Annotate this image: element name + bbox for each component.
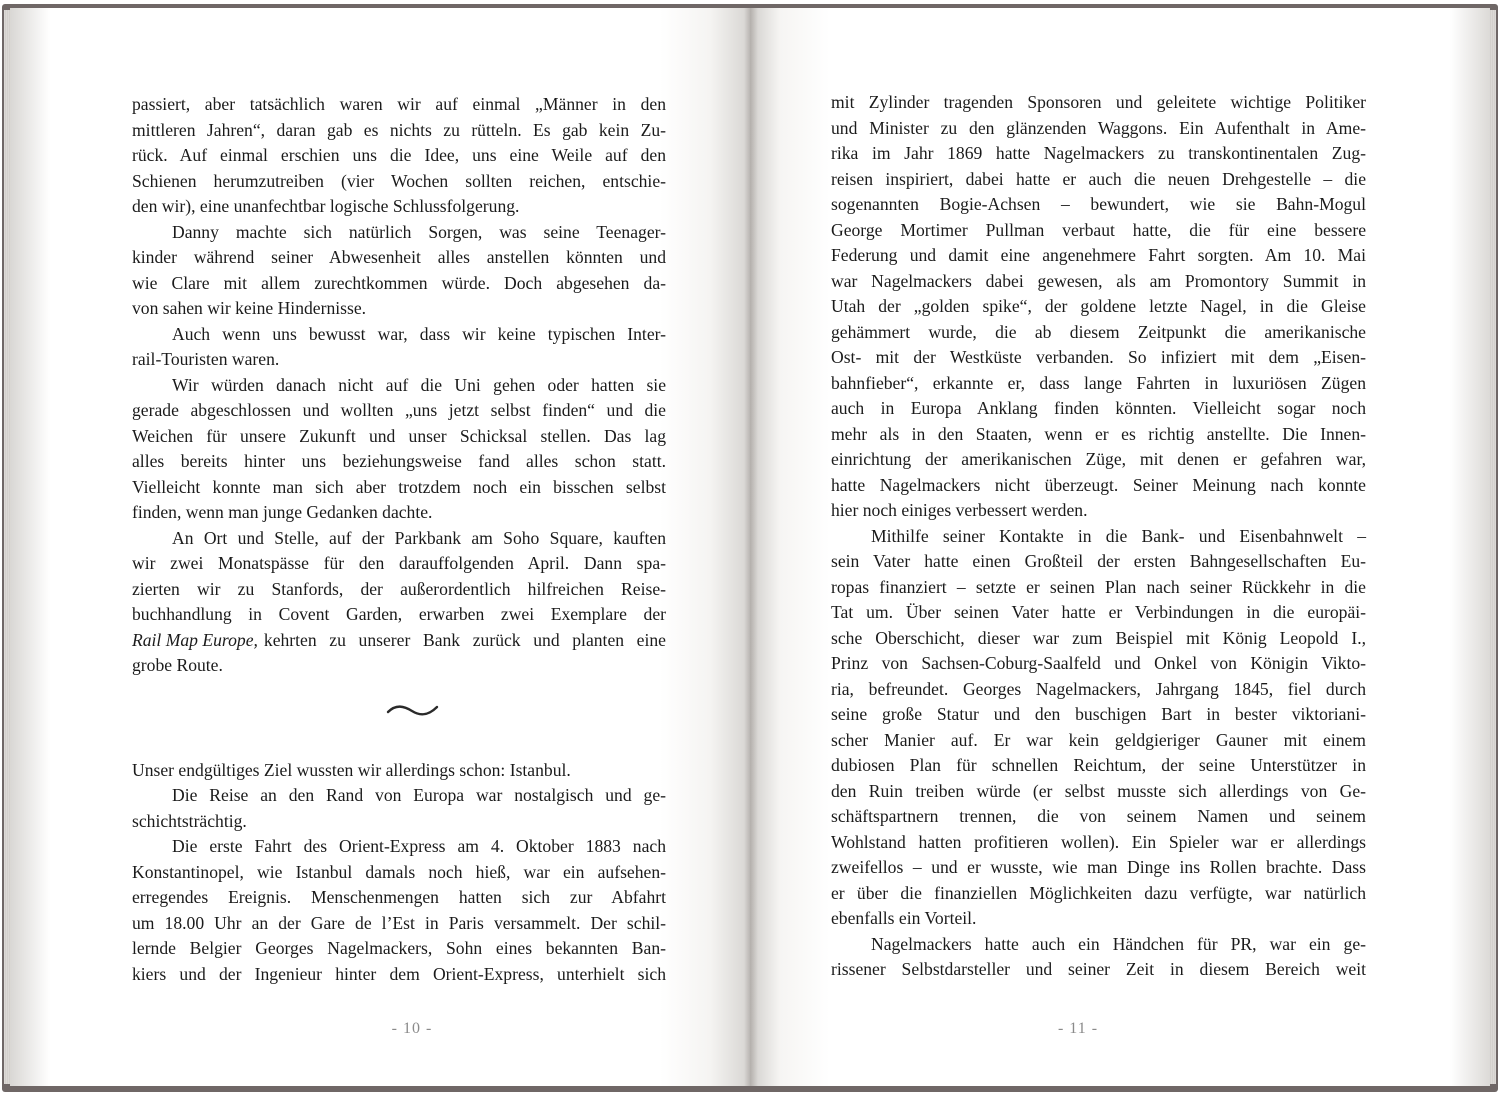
text-line: zierten wir zu Stanfords, der außerordentlich hilfreichen Reise- — [132, 578, 666, 599]
text-line: Tat um. Über seinen Vater hatte er Verbindungen in die europäi- — [831, 602, 1366, 622]
right-page — [750, 8, 1490, 1086]
text-line: Die Reise an den Rand von Europa war nostalgisch und ge- — [172, 785, 666, 805]
text-line: sogenannten Bogie-Achsen – bewundert, wie sie Bahn-Mogul — [831, 194, 1366, 214]
left-page-text — [132, 92, 666, 987]
text-line: hatte Nagelmackers nicht überzeugt. Seiner Meinung nach konnte — [831, 474, 1366, 495]
book-gutter — [744, 8, 758, 1086]
text-line: Schienen herumzutreiben (vier Wochen sollten reichen, entschie- — [132, 170, 666, 191]
text-line: Ost- mit der Westküste verbanden. So infiziert mit dem „Eisen- — [831, 347, 1366, 367]
text-line-rest: kehrten zu unserer Bank zurück und planten eine — [263, 629, 666, 650]
text-line: Unser endgültiges Ziel wussten wir allerdings schon: Istanbul. — [132, 759, 571, 780]
text-line: rück. Auf einmal erschien uns die Idee, uns eine Weile auf den — [132, 145, 666, 165]
section-break-space — [132, 736, 666, 758]
page-number: - 10 - — [391, 1020, 433, 1037]
text-line: und Minister zu den glänzenden Waggons. Ein Aufenthalt in Ame- — [831, 117, 1366, 138]
text-line: wie Clare mit allem zurechtkommen würde. Doch abgesehen da- — [132, 272, 666, 293]
text-line: Weichen für unsere Zukunft und unser Schicksal stellen. Das lag — [132, 425, 666, 446]
section-break-swash-icon — [382, 698, 442, 722]
text-line: Mithilfe seiner Kontakte in die Bank- und Eisenbahnwelt – — [871, 525, 1366, 546]
text-line: er über die finanziellen Möglichkeiten dazu verfügte, war natürlich — [831, 882, 1366, 903]
text-line: ebenfalls ein Vorteil. — [831, 908, 977, 928]
text-line: Wir würden danach nicht auf die Uni gehen oder hatten sie — [172, 374, 666, 395]
text-line: kinder während seiner Abwesenheit alles anstellen könnten und — [132, 247, 666, 267]
text-line: den wir), eine unanfechtbar logische Schlussfolgerung. — [132, 196, 520, 216]
text-line: sche Oberschicht, dieser war zum Beispiel mit König Leopold I., — [831, 627, 1366, 648]
text-line: gehämmert wurde, die ab diesem Zeitpunkt die amerikanische — [831, 321, 1366, 342]
book-title: Rail Map Europe, — [132, 629, 258, 650]
text-line: auch in Europa Anklang finden könnten. Vielleicht sogar noch — [831, 398, 1366, 418]
text-line: finden, wenn man junge Gedanken dachte. — [132, 502, 433, 522]
text-line: dubiosen Plan für schnellen Reichtum, der seine Unterstützer in — [831, 755, 1366, 775]
text-line: mit Zylinder tragenden Sponsoren und geleitete wichtige Politiker — [831, 92, 1366, 112]
text-line: buchhandlung in Covent Garden, erwarben zwei Exemplare der — [132, 604, 666, 624]
text-line: kiers und der Ingenieur hinter dem Orient-Express, unterhielt sich — [132, 963, 666, 984]
text-line: mehr als in den Staaten, wenn er es richtig anstellte. Die Innen- — [831, 423, 1366, 444]
text-line: Utah der „golden spike“, der goldene letzte Nagel, in die Gleise — [831, 296, 1366, 316]
text-line: seine große Statur und den buschigen Bart in bester viktoriani- — [831, 704, 1366, 724]
text-line: Wohlstand hatten profitieren wollen). Ein Spieler war er allerdings — [831, 831, 1366, 852]
text-line: Auch wenn uns bewusst war, dass wir keine typischen Inter- — [172, 323, 666, 344]
text-line — [132, 628, 666, 654]
text-line: sein Vater hatte einen Großteil der ersten Bahngesellschaften Eu- — [831, 551, 1366, 571]
text-line: den Ruin treiben würde (er selbst musste sich allerdings von Ge- — [831, 780, 1366, 801]
text-line: schäftspartnern trennen, die von seinem Namen und seinem — [831, 806, 1366, 826]
text-line: Federung und damit eine angenehmere Fahrt sorgten. Am 10. Mai — [831, 245, 1366, 265]
text-line: grobe Route. — [132, 655, 223, 675]
text-line: rail-Touristen waren. — [132, 349, 280, 369]
text-line: passiert, aber tatsächlich waren wir auf einmal „Männer in den — [132, 94, 666, 114]
text-line: alles bereits hinter uns beziehungsweise fand alles schon statt. — [132, 451, 666, 471]
text-line: lernde Belgier Georges Nagelmackers, Sohn eines bekannten Ban- — [132, 938, 666, 958]
text-line: war Nagelmackers dabei gewesen, als am Promontory Summit in — [831, 270, 1366, 291]
text-line: Nagelmackers hatte auch ein Händchen für PR, war ein ge- — [871, 933, 1366, 954]
text-line: rika im Jahr 1869 hatte Nagelmackers zu transkontinentalen Zug- — [831, 143, 1366, 163]
text-line: scher Manier auf. Er war kein geldgieriger Gauner mit einem — [831, 729, 1366, 750]
text-line: hier noch einiges verbessert werden. — [831, 500, 1088, 520]
text-line: Vielleicht konnte man sich aber trotzdem noch ein bisschen selbst — [132, 476, 666, 497]
text-line: wir zwei Monatspässe für den darauffolgenden April. Dann spa- — [132, 553, 666, 573]
text-line: rissener Selbstdarsteller und seiner Zeit in diesem Bereich weit — [831, 959, 1366, 979]
text-line: von sahen wir keine Hindernisse. — [132, 298, 367, 318]
text-line: zweifellos – und er wusste, wie man Dinge ins Rollen brachte. Dass — [831, 857, 1366, 877]
text-line: Konstantinopel, wie Istanbul damals noch hieß, war ein aufsehen- — [132, 861, 666, 882]
text-line: George Mortimer Pullman verbaut hatte, die für eine bessere — [831, 219, 1366, 240]
text-line: Prinz von Sachsen-Coburg-Saalfeld und Onkel von Königin Vikto- — [831, 653, 1366, 673]
text-line: um 18.00 Uhr an der Gare de l’Est in Paris versammelt. Der schil- — [132, 912, 666, 933]
left-page — [10, 8, 750, 1086]
text-line: erregendes Ereignis. Menschenmengen hatten sich zur Abfahrt — [132, 887, 666, 907]
text-line: bahnfieber“, erkannte er, dass lange Fahrten in luxuriösen Zügen — [831, 372, 1366, 393]
text-line: einrichtung der amerikanischen Züge, mit denen er gefahren war, — [831, 449, 1366, 469]
page-number: - 11 - — [1057, 1020, 1099, 1037]
text-line: ria, befreundet. Georges Nagelmackers, Jahrgang 1845, fiel durch — [831, 678, 1366, 699]
text-line: mittleren Jahren“, daran gab es nichts zu rütteln. Es gab kein Zu- — [132, 119, 666, 140]
text-line: ropas finanziert – setzte er seinen Plan nach seiner Rückkehr in die — [831, 576, 1366, 597]
text-line: Die erste Fahrt des Orient-Express am 4. Oktober 1883 nach — [172, 836, 666, 856]
text-line: An Ort und Stelle, auf der Parkbank am Soho Square, kauften — [172, 527, 666, 548]
text-line: schichtsträchtig. — [132, 810, 247, 831]
text-line: gerade abgeschlossen und wollten „uns jetzt selbst finden“ und die — [132, 400, 666, 420]
text-line: Danny machte sich natürlich Sorgen, was seine Teenager- — [172, 221, 666, 242]
right-page-text — [831, 90, 1366, 983]
text-line: reisen inspiriert, dabei hatte er auch die neuen Drehgestelle – die — [831, 168, 1366, 189]
